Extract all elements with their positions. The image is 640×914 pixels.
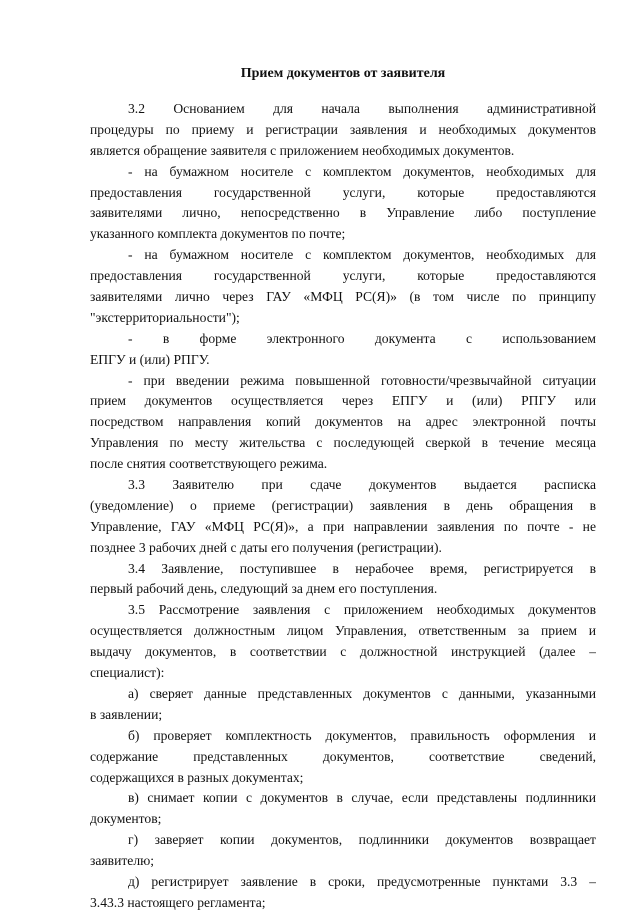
text-line: 3.4 Заявление, поступившее в нерабочее время, регистрируется в (128, 560, 596, 576)
text-line: процедуры по приему и регистрации заявления и необходимых документов (90, 121, 596, 137)
text-line: ЕПГУ и (или) РПГУ. (90, 351, 210, 367)
text-line: осуществляется должностным лицом Управления, ответственным за прием и (90, 623, 596, 639)
text-line: выдачу документов, в соответствии с должностной инструкцией (далее – (90, 644, 596, 660)
text-line: "экстерриториальности"); (90, 309, 240, 325)
text-line: является обращение заявителя с приложением необходимых документов. (90, 142, 515, 158)
text-line: в заявлении; (90, 706, 163, 722)
text-line: в) снимает копии с документов в случае, если представлены подлинники (128, 790, 596, 806)
text-line: д) регистрирует заявление в сроки, предусмотренные пунктами 3.3 – (128, 873, 596, 889)
text-line: а) сверяет данные представленных документов с данными, указанными (128, 685, 596, 701)
text-line: после снятия соответствующего режима. (90, 456, 328, 472)
text-line: 3.2 Основанием для начала выполнения административной (128, 101, 596, 116)
text-line: прием документов осуществляется через ЕПГУ и (или) РПГУ или (90, 393, 596, 409)
document-title: Прием документов от заявителя (240, 66, 446, 81)
text-line: - в форме электронного документа с использованием (128, 330, 596, 346)
text-line: предоставления государственной услуги, которые предоставляются (90, 268, 596, 284)
text-line: (уведомление) о приеме (регистрации) заявления в день обращения в (90, 497, 596, 513)
text-line: документов; (90, 811, 162, 827)
text-line: заявителю; (90, 853, 155, 869)
document-body (90, 99, 596, 914)
text-line: содержащихся в разных документах; (90, 769, 304, 785)
text-line: заявителями лично, непосредственно в Управление либо поступление (90, 205, 596, 221)
text-line: - на бумажном носителе с комплектом документов, необходимых для (128, 247, 596, 263)
text-line: г) заверяет копии документов, подлинники документов возвращает (128, 832, 596, 848)
text-line: заявителями лично через ГАУ «МФЦ РС(Я)» (в том числе по принципу (90, 289, 596, 305)
text-line: предоставления государственной услуги, которые предоставляются (90, 184, 596, 200)
text-line: 3.43.3 настоящего регламента; (90, 894, 266, 910)
text-line: содержание представленных документов, соответствие сведений, (90, 748, 596, 764)
text-line: - при введении режима повышенной готовности/чрезвычайной ситуации (128, 372, 596, 388)
text-line: посредством направления копий документов на адрес электронной почты (90, 414, 596, 430)
text-line: - на бумажном носителе с комплектом документов, необходимых для (128, 163, 596, 179)
text-line: первый рабочий день, следующий за днем его поступления. (90, 581, 438, 597)
text-line: 3.3 Заявителю при сдаче документов выдается расписка (128, 477, 596, 493)
text-line: Управление, ГАУ «МФЦ РС(Я)», а при направлении заявления по почте - не (90, 518, 596, 534)
text-line: Управления по месту жительства с последующей сверкой в течение месяца (90, 435, 596, 451)
text-line: указанного комплекта документов по почте; (90, 226, 346, 242)
text-line: б) проверяет комплектность документов, правильность оформления и (128, 727, 596, 743)
text-line: позднее 3 рабочих дней с даты его получения (регистрации). (90, 539, 442, 555)
text-line: 3.5 Рассмотрение заявления с приложением необходимых документов (128, 602, 596, 618)
text-line: специалист): (90, 665, 165, 681)
